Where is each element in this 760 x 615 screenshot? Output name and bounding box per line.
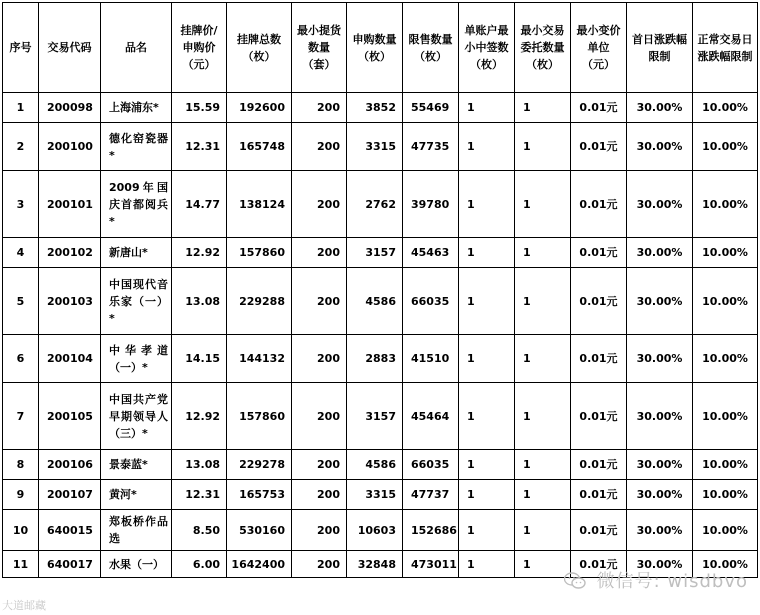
table-cell: 10.00% [693, 450, 758, 480]
table-cell: 200103 [39, 268, 101, 335]
table-cell: 4586 [347, 450, 403, 480]
table-cell: 10.00% [693, 335, 758, 383]
table-cell: 15.59 [172, 93, 227, 123]
table-cell: 39780 [403, 171, 459, 238]
table-cell: 41510 [403, 335, 459, 383]
table-cell: 165748 [227, 123, 292, 171]
table-cell: 200 [292, 93, 347, 123]
table-cell: 1 [515, 450, 571, 480]
table-cell: 0.01元 [571, 93, 627, 123]
table-cell: 10.00% [693, 238, 758, 268]
table-cell: 30.00% [627, 450, 693, 480]
table-cell: 4586 [347, 268, 403, 335]
table-cell: 0.01元 [571, 510, 627, 551]
table-cell: 0.01元 [571, 551, 627, 578]
table-cell: 景泰蓝* [101, 450, 172, 480]
table-cell: 0.01元 [571, 383, 627, 450]
table-cell: 1 [459, 480, 515, 510]
table-cell: 30.00% [627, 383, 693, 450]
table-cell: 3157 [347, 238, 403, 268]
table-cell: 1 [515, 238, 571, 268]
table-cell: 200 [292, 450, 347, 480]
table-row [3, 93, 758, 123]
table-cell: 7 [3, 383, 39, 450]
table-cell: 10.00% [693, 510, 758, 551]
table-cell: 55469 [403, 93, 459, 123]
table-cell: 8 [3, 450, 39, 480]
watermark-text: 微信号: wisdbvo [596, 571, 748, 592]
header-cell: 交易代码 [39, 3, 101, 93]
table-cell: 13.08 [172, 268, 227, 335]
header-cell: 序号 [3, 3, 39, 93]
header-cell: 最小提货数量（套） [292, 3, 347, 93]
table-cell: 1 [459, 450, 515, 480]
table-cell: 1 [515, 480, 571, 510]
table-cell: 200 [292, 480, 347, 510]
table-cell: 3 [3, 171, 39, 238]
table-cell: 1 [459, 238, 515, 268]
table-cell: 200 [292, 510, 347, 551]
table-cell: 1 [515, 268, 571, 335]
table-cell: 8.50 [172, 510, 227, 551]
table-cell: 200 [292, 335, 347, 383]
table-cell: 530160 [227, 510, 292, 551]
table-cell: 30.00% [627, 93, 693, 123]
table-cell: 10603 [347, 510, 403, 551]
table-cell: 229288 [227, 268, 292, 335]
table-cell: 640015 [39, 510, 101, 551]
header-cell: 品名 [101, 3, 172, 93]
corner-watermark: 大道邮藏 [2, 599, 46, 612]
table-cell: 0.01元 [571, 268, 627, 335]
wechat-icon [564, 572, 586, 590]
table-cell: 165753 [227, 480, 292, 510]
table-row [3, 335, 758, 383]
table-cell: 中国现代音乐家（一）* [101, 268, 172, 335]
table-cell: 1 [459, 171, 515, 238]
table-cell: 47737 [403, 480, 459, 510]
table-cell: 10.00% [693, 383, 758, 450]
table-cell: 14.15 [172, 335, 227, 383]
table-cell: 200 [292, 551, 347, 578]
table-cell: 30.00% [627, 268, 693, 335]
table-cell: 1 [459, 383, 515, 450]
table-cell: 157860 [227, 383, 292, 450]
table-cell: 152686 [403, 510, 459, 551]
table-cell: 12.31 [172, 123, 227, 171]
table-cell: 1 [459, 93, 515, 123]
table-cell: 200102 [39, 238, 101, 268]
table-cell: 1 [515, 93, 571, 123]
table-cell: 200101 [39, 171, 101, 238]
table-cell: 12.92 [172, 383, 227, 450]
table-cell: 12.92 [172, 238, 227, 268]
table-cell: 30.00% [627, 335, 693, 383]
table-cell: 30.00% [627, 123, 693, 171]
table-cell: 1 [459, 335, 515, 383]
table-cell: 3315 [347, 480, 403, 510]
table-cell: 3157 [347, 383, 403, 450]
table-cell: 200104 [39, 335, 101, 383]
table-cell: 2 [3, 123, 39, 171]
header-cell: 挂牌价/申购价（元） [172, 3, 227, 93]
table-cell: 0.01元 [571, 480, 627, 510]
table-cell: 1 [459, 268, 515, 335]
table-cell: 1 [515, 123, 571, 171]
table-row [3, 268, 758, 335]
table-cell: 45464 [403, 383, 459, 450]
table-cell: 新唐山* [101, 238, 172, 268]
table-cell: 6 [3, 335, 39, 383]
table-cell: 1 [515, 171, 571, 238]
table-cell: 157860 [227, 238, 292, 268]
table-cell: 13.08 [172, 450, 227, 480]
table-cell: 1 [515, 383, 571, 450]
table-cell: 229278 [227, 450, 292, 480]
table-row [3, 510, 758, 551]
table-cell: 10.00% [693, 93, 758, 123]
table-row [3, 480, 758, 510]
table-cell: 10.00% [693, 480, 758, 510]
table-cell: 12.31 [172, 480, 227, 510]
table-cell: 黄河* [101, 480, 172, 510]
table-row [3, 171, 758, 238]
table-row [3, 123, 758, 171]
table-cell: 1 [3, 93, 39, 123]
table-cell: 9 [3, 480, 39, 510]
table-cell: 11 [3, 551, 39, 578]
table-cell: 14.77 [172, 171, 227, 238]
table-cell: 200105 [39, 383, 101, 450]
table-cell: 0.01元 [571, 450, 627, 480]
table-cell: 0.01元 [571, 171, 627, 238]
table-cell: 10.00% [693, 268, 758, 335]
header-cell: 限售数量（枚） [403, 3, 459, 93]
table-cell: 30.00% [627, 510, 693, 551]
table-cell: 200107 [39, 480, 101, 510]
table-cell: 10 [3, 510, 39, 551]
header-cell: 最小交易委托数量（枚） [515, 3, 571, 93]
table-cell: 200 [292, 268, 347, 335]
header-cell: 申购数量（枚） [347, 3, 403, 93]
table-cell: 66035 [403, 268, 459, 335]
table-cell: 2009年国庆首都阅兵* [101, 171, 172, 238]
table-row [3, 238, 758, 268]
table-cell: 138124 [227, 171, 292, 238]
table-cell: 0.01元 [571, 335, 627, 383]
table-cell: 1 [515, 335, 571, 383]
table-cell: 0.01元 [571, 238, 627, 268]
table-cell: 1 [459, 123, 515, 171]
header-cell: 正常交易日涨跌幅限制 [693, 3, 758, 93]
table-cell: 200100 [39, 123, 101, 171]
header-cell: 最小变价单位（元） [571, 3, 627, 93]
table-cell: 6.00 [172, 551, 227, 578]
table-row [3, 450, 758, 480]
table-cell: 30.00% [627, 238, 693, 268]
table-cell: 473011 [403, 551, 459, 578]
table-cell: 中国共产党早期领导人（三）* [101, 383, 172, 450]
table-cell: 中华孝道（一）* [101, 335, 172, 383]
table-cell: 2883 [347, 335, 403, 383]
table-cell: 192600 [227, 93, 292, 123]
table-cell: 10.00% [693, 123, 758, 171]
stamp-listing-table [2, 2, 758, 578]
table-cell: 0.01元 [571, 123, 627, 171]
table-cell: 200 [292, 238, 347, 268]
table-cell: 4 [3, 238, 39, 268]
table-cell: 200 [292, 383, 347, 450]
table-cell: 200 [292, 171, 347, 238]
table-cell: 1 [459, 510, 515, 551]
table-cell: 10.00% [693, 551, 758, 578]
table-cell: 144132 [227, 335, 292, 383]
table-cell: 3852 [347, 93, 403, 123]
table-cell: 200098 [39, 93, 101, 123]
table-cell: 1642400 [227, 551, 292, 578]
header-cell: 单账户最小中签数（枚） [459, 3, 515, 93]
table-cell: 1 [459, 551, 515, 578]
table-cell: 30.00% [627, 551, 693, 578]
table-cell: 47735 [403, 123, 459, 171]
header-cell: 首日涨跌幅限制 [627, 3, 693, 93]
table-cell: 5 [3, 268, 39, 335]
table-cell: 66035 [403, 450, 459, 480]
table-cell: 30.00% [627, 171, 693, 238]
table-cell: 640017 [39, 551, 101, 578]
table-cell: 3315 [347, 123, 403, 171]
table-cell: 10.00% [693, 171, 758, 238]
header-row [3, 3, 758, 93]
table-cell: 200106 [39, 450, 101, 480]
table-cell: 32848 [347, 551, 403, 578]
table-cell: 45463 [403, 238, 459, 268]
header-cell: 挂牌总数（枚） [227, 3, 292, 93]
table-cell: 水果（一） [101, 551, 172, 578]
table-cell: 1 [515, 510, 571, 551]
table-cell: 郑板桥作品选 [101, 510, 172, 551]
table-cell: 德化窑瓷器* [101, 123, 172, 171]
table-row [3, 383, 758, 450]
table-cell: 上海浦东* [101, 93, 172, 123]
table-cell: 2762 [347, 171, 403, 238]
table-cell: 1 [515, 551, 571, 578]
watermark [564, 567, 748, 593]
table-cell: 200 [292, 123, 347, 171]
table-cell: 30.00% [627, 480, 693, 510]
